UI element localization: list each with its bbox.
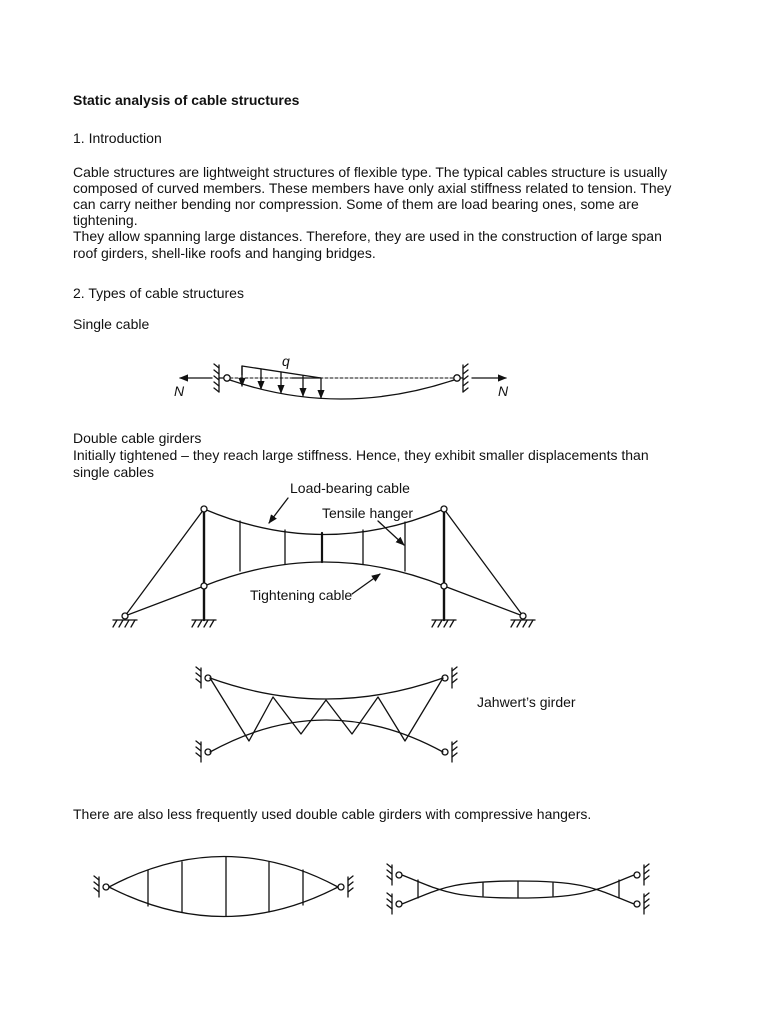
jahwert-girder-figure [196,667,457,762]
left-pin-support [214,364,230,392]
intro-line: roof girders, shell-like roofs and hanging bridges. [73,245,376,261]
label-jahwert-girder: Jahwert’s girder [477,694,576,710]
section-heading-introduction: 1. Introduction [73,130,162,146]
support-bottom-left [196,741,211,762]
right-pin-support [454,364,468,392]
force-label-left: N [174,383,185,399]
support-right [338,876,353,897]
right-backstay [444,509,523,616]
support-top-right [442,667,457,688]
support-right-bottom [634,893,649,914]
single-cable-figure [180,364,506,399]
diagonal-hangers [210,678,443,741]
single-cable [230,380,454,399]
compressive-hangers-note: There are also less frequently used double cable girders with compressive hangers. [73,806,592,822]
pointer-tightening [352,574,380,594]
force-label-right: N [498,383,509,399]
support-left-bottom [387,893,402,914]
subheading-single-cable: Single cable [73,316,150,332]
load-label-q: q [282,353,290,369]
ground-support [113,620,137,627]
subheading-double-cable: Double cable girders [73,430,202,446]
upper-cable [210,678,443,699]
crossed-girder-figure [387,864,649,914]
pointer-load-bearing [269,498,288,523]
double-cable-line: Initially tightened – they reach large stiffness. Hence, they exhibit smaller displacements than [73,447,649,463]
section-heading-types: 2. Types of cable structures [73,285,244,301]
support-left-top [387,864,402,885]
label-tightening-cable: Tightening cable [250,587,353,603]
support-bottom-right [442,741,457,762]
intro-line: tightening. [73,212,138,228]
document-title: Static analysis of cable structures [73,92,300,108]
double-cable-line: single cables [73,464,154,480]
lens-girder-figure [94,857,353,917]
label-load-bearing-cable: Load-bearing cable [290,480,410,496]
intro-line: They allow spanning large distances. Therefore, they are used in the construction of large span [73,228,662,244]
support-right-top [634,864,649,885]
intro-line: can carry neither bending nor compression. Some of them are load bearing ones, some are [73,196,639,212]
label-tensile-hanger: Tensile hanger [322,505,414,521]
intro-line: composed of curved members. These members have only axial stiffness related to tension. They [73,180,672,196]
support-top-left [196,667,211,688]
left-backstay [125,509,204,616]
support-left [94,876,109,897]
ground-support [511,620,535,627]
intro-line: Cable structures are lightweight structures of flexible type. The typical cables structure is usually [73,164,668,180]
